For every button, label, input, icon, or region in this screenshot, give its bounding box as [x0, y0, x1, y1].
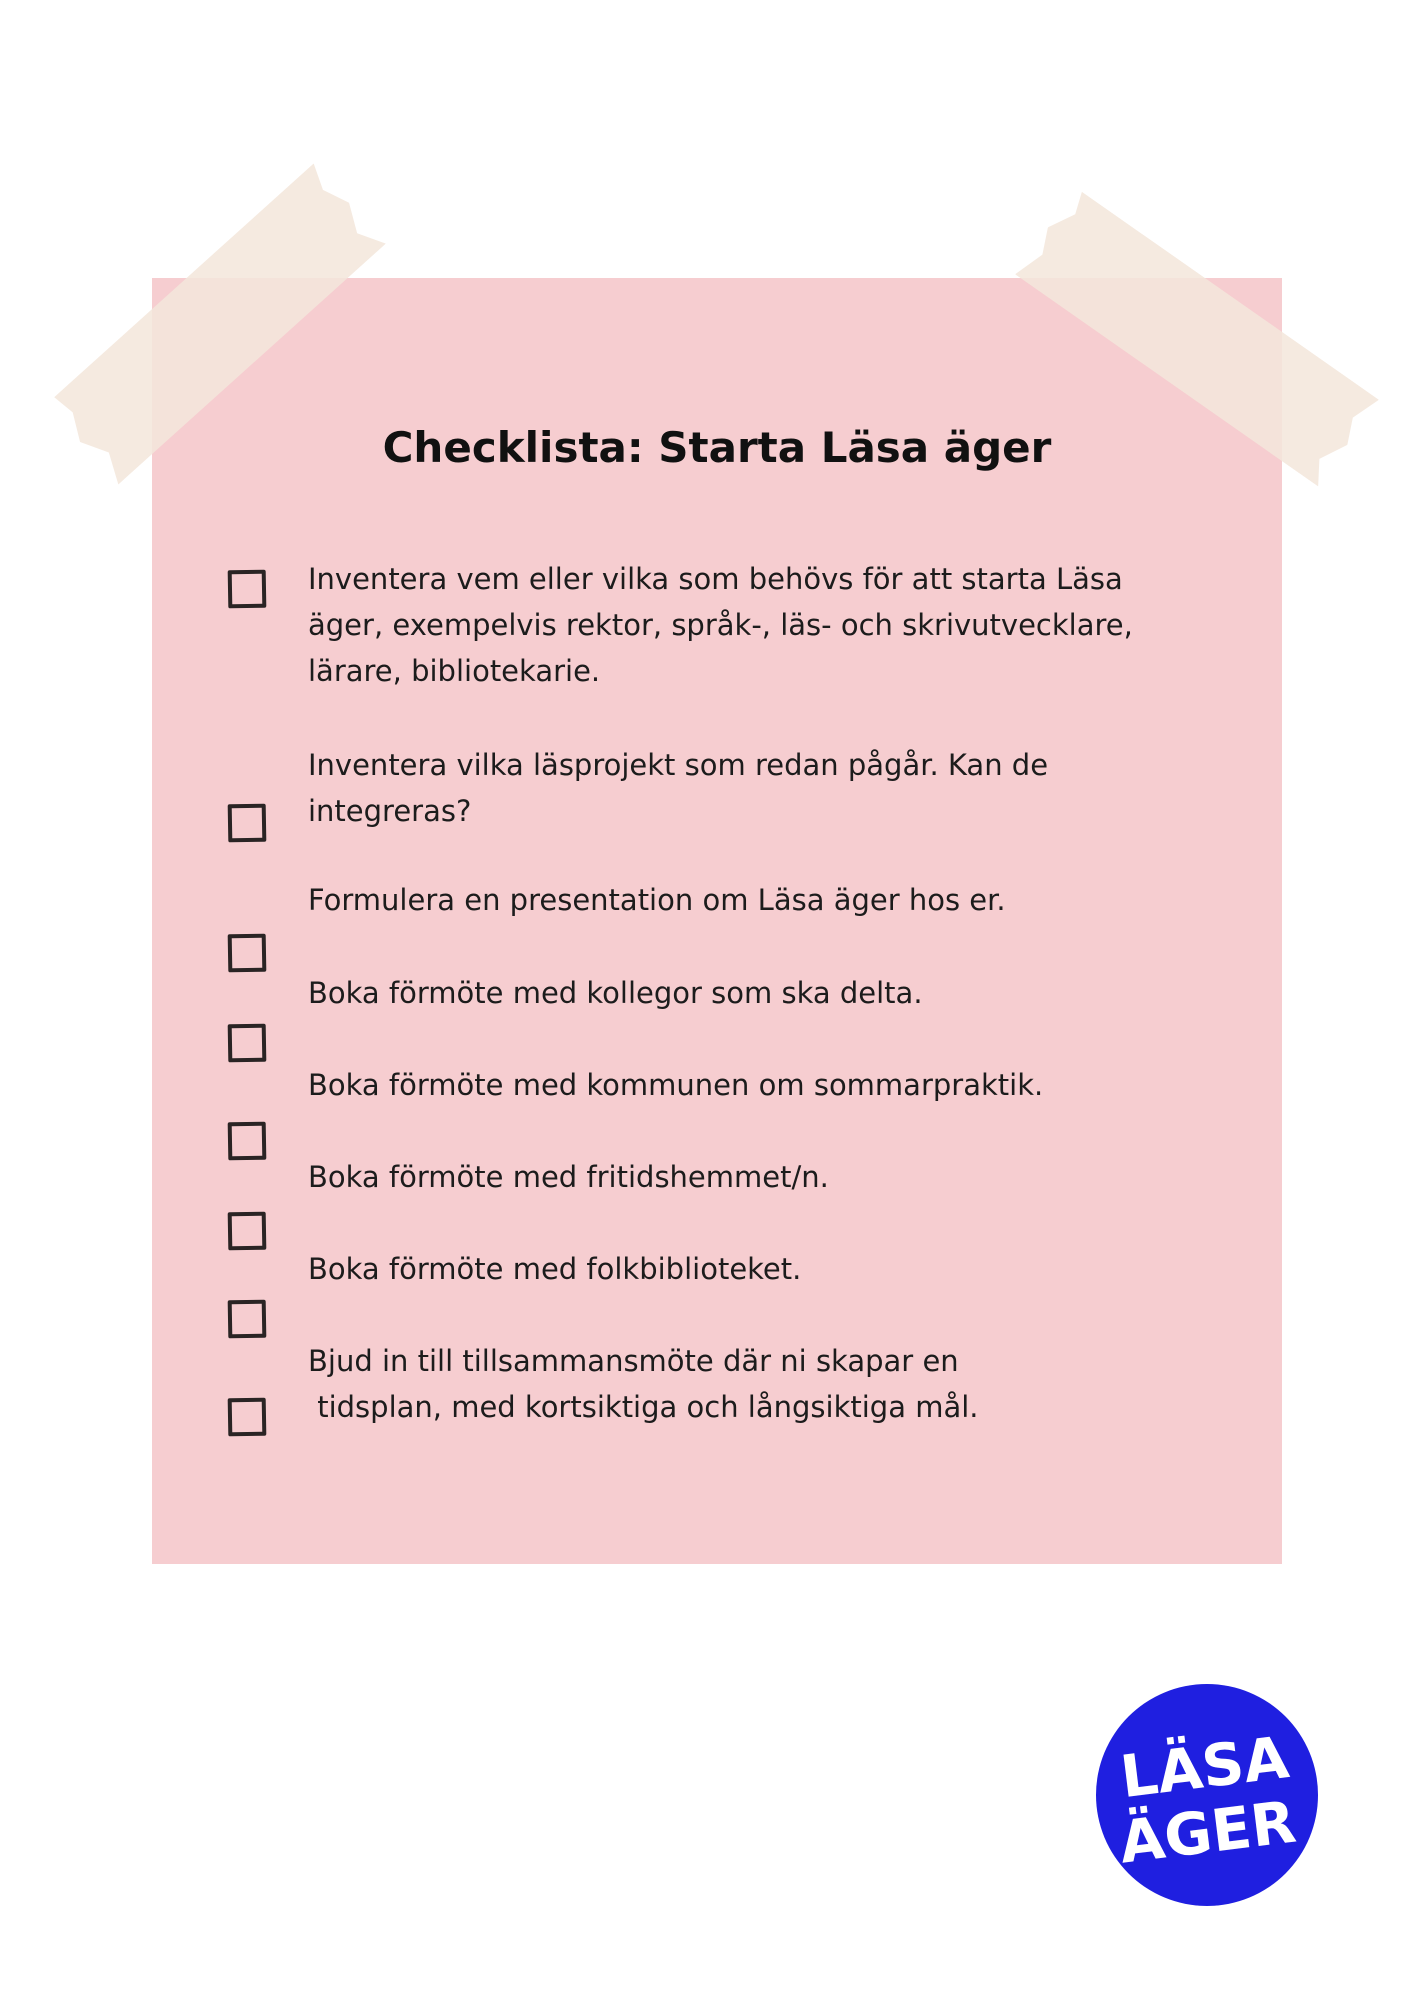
logo-wordmark: [1096, 1684, 1318, 1906]
checkbox[interactable]: [228, 1024, 267, 1063]
checkbox[interactable]: [228, 804, 267, 843]
checklist-item-text: Inventera vem eller vilka som behövs för att starta Läsa äger, exempelvis rektor, språk-, läs- och skrivutvecklare, lärare, bibliotekarie.: [308, 562, 1143, 688]
page-title: Checklista: Starta Läsa äger: [382, 423, 1052, 472]
checkbox[interactable]: [228, 934, 267, 973]
checklist-item-text: Bjud in till tillsammansmöte där ni skapar en tidsplan, med kortsiktiga och långsiktiga mål.: [308, 1344, 979, 1424]
checkbox[interactable]: [228, 570, 267, 609]
checklist-item-text: Formulera en presentation om Läsa äger hos er.: [308, 883, 1006, 917]
logo-line-1: LÄSA: [1116, 1723, 1293, 1812]
checkbox[interactable]: [228, 1300, 267, 1339]
checkbox[interactable]: [228, 1398, 267, 1437]
lasa-ager-logo: [1096, 1684, 1318, 1906]
checklist-item-text: Inventera vilka läsprojekt som redan pågår. Kan de integreras?: [308, 748, 1058, 828]
logo-line-2: ÄGER: [1115, 1787, 1300, 1877]
checklist-item-text: Boka förmöte med folkbiblioteket.: [308, 1252, 802, 1286]
checkbox[interactable]: [228, 1122, 267, 1161]
checklist-item-text: Boka förmöte med fritidshemmet/n.: [308, 1160, 829, 1194]
checkbox[interactable]: [228, 1212, 267, 1251]
checklist-item-text: Boka förmöte med kommunen om sommarpraktik.: [308, 1068, 1044, 1102]
checklist-item-text: Boka förmöte med kollegor som ska delta.: [308, 976, 923, 1010]
